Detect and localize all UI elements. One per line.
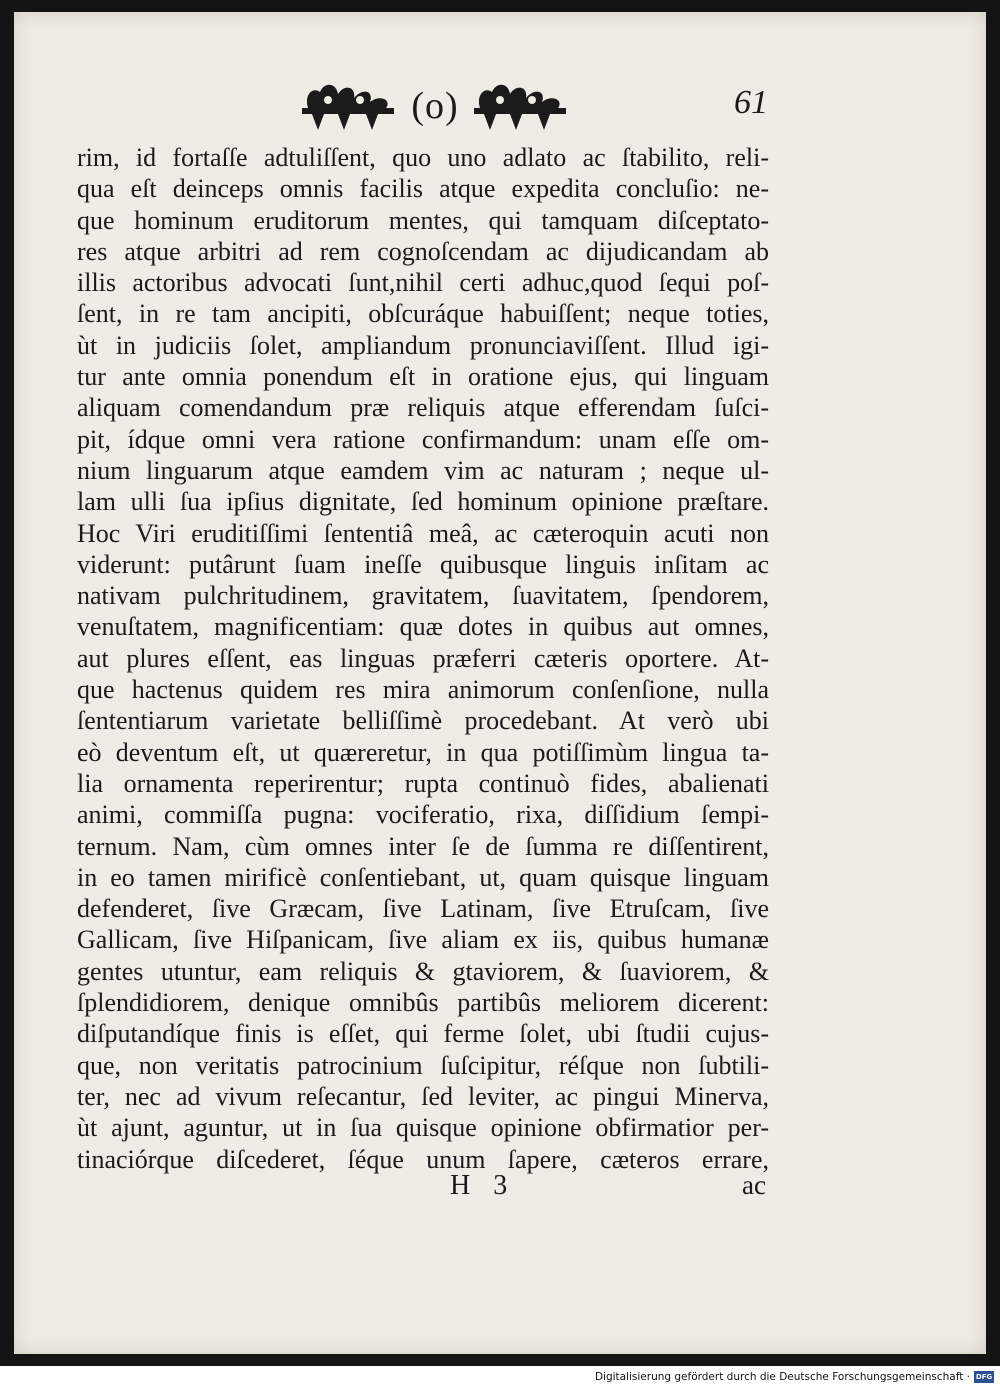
text-line: venuſtatem, magnificentiam: quæ dotes in quibus aut omnes, xyxy=(77,612,769,642)
text-line: nativam pulchritudinem, gravitatem, ſuavitatem, ſpendorem, xyxy=(77,581,769,611)
text-line: animi, commiſſa pugna: vociferatio, rixa, diſſidium ſempi- xyxy=(77,800,769,830)
body-text xyxy=(77,142,769,1175)
dfg-logo-icon: DFG xyxy=(975,1373,993,1381)
text-line: ter, nec ad vivum reſecantur, ſed leviter, ac pingui Minerva, xyxy=(77,1081,769,1111)
text-line: aliquam comendandum præ reliquis atque efferendam ſuſci- xyxy=(77,393,769,423)
text-line: in eo tamen mirificè conſentiebant, ut, quam quisque linguam xyxy=(77,862,769,892)
text-line: eò deventum eſt, ut quæreretur, in qua potiſſimùm lingua ta- xyxy=(77,737,769,767)
digitization-credit: Digitalisierung gefördert durch die Deutsche Forschungsgemeinschaft · xyxy=(594,1371,970,1383)
text-line: defenderet, ſive Græcam, ſive Latinam, ſive Etruſcam, ſive xyxy=(77,894,769,924)
text-line: qua eſt deinceps omnis facilis atque expedita concluſio: ne- xyxy=(77,174,769,204)
page-number: 61 xyxy=(734,84,768,121)
header-ornament-left xyxy=(298,78,398,134)
header-ornament-right xyxy=(470,78,570,134)
catchword: ac xyxy=(742,1170,766,1200)
text-line: aut plures eſſent, eas linguas præferri cæteris oportere. At- xyxy=(77,643,769,673)
text-line: lia ornamenta reperirentur; rupta continuò fides, abalienati xyxy=(77,768,769,798)
text-line: Hoc Viri eruditiſſimi ſententiâ meâ, ac cæteroquin acuti non xyxy=(77,518,769,548)
header-center-mark: (o) xyxy=(411,85,459,127)
text-line: ùt ajunt, aguntur, ut in ſua quisque opinione obfirmatior per- xyxy=(77,1113,769,1143)
text-line: que, non veritatis patrocinium ſuſcipitur, réſque non ſubtili- xyxy=(77,1050,769,1080)
text-line: ſplendidiorem, denique omnibûs partibûs meliorem dicerent: xyxy=(77,988,769,1018)
text-line: illis actoribus advocati ſunt,nihil certi adhuc,quod ſequi poſ- xyxy=(77,268,769,298)
signature-mark: H 3 xyxy=(450,1170,516,1201)
text-line: ùt in judiciis ſolet, ampliandum pronunciaviſſent. Illud igi- xyxy=(77,330,769,360)
text-line: tur ante omnia ponendum eſt in oratione ejus, qui linguam xyxy=(77,362,769,392)
text-line: rim, id fortaſſe adtuliſſent, quo uno adlato ac ſtabilito, reli- xyxy=(77,143,769,172)
text-line: res atque arbitri ad rem cognoſcendam ac dijudicandam ab xyxy=(77,236,769,266)
text-line: tinaciórque diſcederet, ſéque unum ſapere, cæteros errare, xyxy=(77,1144,769,1174)
text-line: nium linguarum atque eamdem vim ac naturam ; neque ul- xyxy=(77,455,769,485)
text-line: que hominum eruditorum mentes, qui tamquam diſceptato- xyxy=(77,205,769,235)
text-line: Gallicam, ſive Hiſpanicam, ſive aliam ex iis, quibus humanæ xyxy=(77,925,769,955)
text-line: pit, ídque omni vera ratione confirmandum: unam eſſe om- xyxy=(77,424,769,454)
text-line: gentes utuntur, eam reliquis & gtaviorem, & ſuaviorem, & xyxy=(77,956,769,986)
text-line: diſputandíque finis is eſſet, qui ferme ſolet, ubi ſtudii cujus- xyxy=(77,1019,769,1049)
text-line: lam ulli ſua ipſius dignitate, ſed hominum opinione præſtare. xyxy=(77,487,769,517)
text-line: ſent, in re tam ancipiti, obſcuráque habuiſſent; neque toties, xyxy=(77,299,769,329)
text-line: ternum. Nam, cùm omnes inter ſe de ſumma re diſſentirent, xyxy=(77,831,769,861)
text-line: ſententiarum varietate belliſſimè procedebant. At verò ubi xyxy=(77,706,769,736)
text-line: que hactenus quidem res mira animorum conſenſione, nulla xyxy=(77,675,769,705)
text-line: viderunt: putârunt ſuam ineſſe quibusque linguis inſitam ac xyxy=(77,549,769,579)
